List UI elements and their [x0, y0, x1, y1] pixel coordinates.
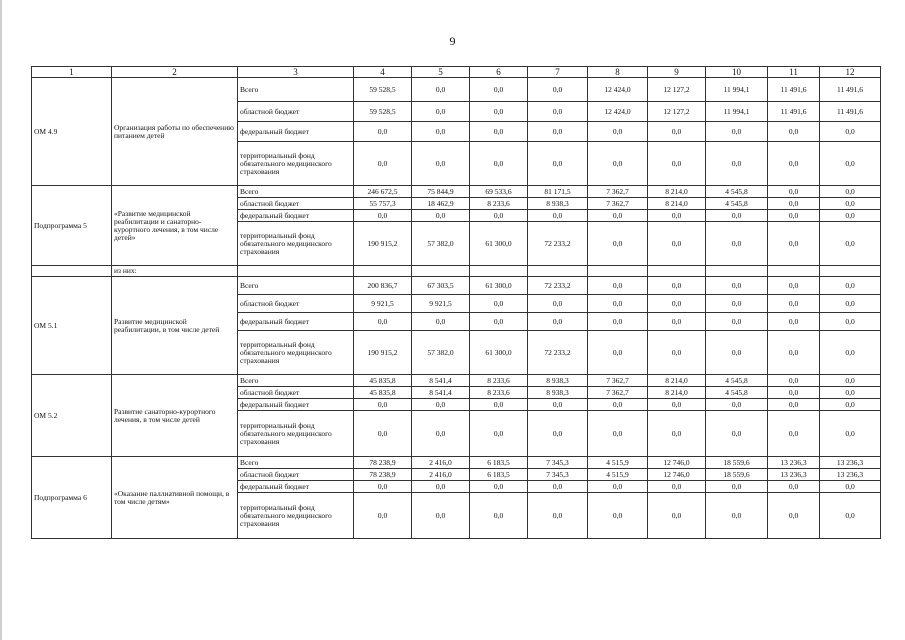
value-cell: 190 915,2 [354, 222, 412, 266]
value-cell: 0,0 [768, 375, 820, 387]
value-cell: 0,0 [648, 222, 706, 266]
value-cell: 0,0 [768, 277, 820, 295]
value-cell: 0,0 [470, 493, 528, 539]
funding-source: областной бюджет [238, 387, 354, 399]
value-cell: 0,0 [588, 277, 648, 295]
value-cell: 7 362,7 [588, 375, 648, 387]
row-name: Развитие санаторно-курортного лечения, в том числе детей [112, 375, 238, 457]
value-cell: 0,0 [528, 210, 588, 222]
value-cell: 0,0 [706, 493, 768, 539]
value-cell: 0,0 [820, 481, 881, 493]
row-name: «Оказание паллиативной помощи, в том числе детям» [112, 457, 238, 539]
value-cell: 0,0 [528, 481, 588, 493]
value-cell: 7 345,3 [528, 469, 588, 481]
value-cell: 0,0 [706, 222, 768, 266]
table-row [32, 186, 881, 198]
value-cell: 0,0 [528, 411, 588, 457]
budget-table [31, 66, 881, 539]
value-cell: 57 382,0 [412, 331, 470, 375]
value-cell: 0,0 [354, 313, 412, 331]
value-cell: 0,0 [820, 411, 881, 457]
empty-cell [706, 266, 768, 277]
table-row [32, 375, 881, 387]
value-cell: 0,0 [412, 399, 470, 411]
value-cell: 61 300,0 [470, 277, 528, 295]
value-cell: 4 515,9 [588, 457, 648, 469]
funding-source: Всего [238, 78, 354, 102]
row-name: «Развитие медицинской реабилитации и санаторно-курортного лечения, в том числе детей» [112, 186, 238, 266]
value-cell: 9 921,5 [412, 295, 470, 313]
funding-source: Всего [238, 457, 354, 469]
value-cell: 0,0 [768, 387, 820, 399]
value-cell: 0,0 [412, 142, 470, 186]
value-cell: 0,0 [768, 142, 820, 186]
header-cell: 5 [412, 67, 470, 78]
value-cell: 18 559,6 [706, 457, 768, 469]
value-cell: 0,0 [768, 198, 820, 210]
value-cell: 0,0 [706, 277, 768, 295]
value-cell: 78 238,9 [354, 469, 412, 481]
value-cell: 13 236,3 [820, 469, 881, 481]
value-cell: 8 214,0 [648, 387, 706, 399]
value-cell: 55 757,3 [354, 198, 412, 210]
value-cell: 0,0 [768, 295, 820, 313]
value-cell: 0,0 [648, 122, 706, 142]
value-cell: 8 233,6 [470, 198, 528, 210]
empty-cell [648, 266, 706, 277]
value-cell: 0,0 [412, 493, 470, 539]
value-cell: 0,0 [768, 210, 820, 222]
value-cell: 0,0 [820, 313, 881, 331]
value-cell: 0,0 [470, 210, 528, 222]
value-cell: 61 300,0 [470, 331, 528, 375]
value-cell: 0,0 [820, 295, 881, 313]
value-cell: 0,0 [706, 331, 768, 375]
value-cell: 0,0 [768, 122, 820, 142]
value-cell: 18 559,6 [706, 469, 768, 481]
value-cell: 0,0 [820, 277, 881, 295]
funding-source: областной бюджет [238, 102, 354, 122]
value-cell: 0,0 [588, 411, 648, 457]
value-cell: 0,0 [528, 295, 588, 313]
value-cell: 0,0 [820, 375, 881, 387]
subhead-label: из них: [112, 266, 238, 277]
value-cell: 7 362,7 [588, 198, 648, 210]
value-cell: 190 915,2 [354, 331, 412, 375]
value-cell: 13 236,3 [820, 457, 881, 469]
value-cell: 57 382,0 [412, 222, 470, 266]
value-cell: 0,0 [820, 493, 881, 539]
header-cell: 12 [820, 67, 881, 78]
value-cell: 13 236,3 [768, 469, 820, 481]
empty-cell [238, 266, 354, 277]
value-cell: 0,0 [588, 142, 648, 186]
subhead-row [32, 266, 881, 277]
value-cell: 11 994,1 [706, 102, 768, 122]
empty-cell [470, 266, 528, 277]
value-cell: 8 233,6 [470, 387, 528, 399]
value-cell: 0,0 [588, 295, 648, 313]
value-cell: 0,0 [412, 481, 470, 493]
funding-source: федеральный бюджет [238, 481, 354, 493]
value-cell: 0,0 [588, 313, 648, 331]
value-cell: 0,0 [706, 295, 768, 313]
row-code: Подпрограмма 6 [32, 457, 112, 539]
header-cell: 9 [648, 67, 706, 78]
empty-cell [354, 266, 412, 277]
row-code: Подпрограмма 5 [32, 186, 112, 266]
header-cell: 11 [768, 67, 820, 78]
value-cell: 81 171,5 [528, 186, 588, 198]
value-cell: 0,0 [412, 313, 470, 331]
value-cell: 0,0 [470, 78, 528, 102]
value-cell: 0,0 [528, 78, 588, 102]
value-cell: 61 300,0 [470, 222, 528, 266]
value-cell: 12 424,0 [588, 78, 648, 102]
value-cell: 0,0 [706, 122, 768, 142]
funding-source: Всего [238, 375, 354, 387]
value-cell: 0,0 [820, 186, 881, 198]
funding-source: территориальный фонд обязательного медицинского страхования [238, 222, 354, 266]
value-cell: 246 672,5 [354, 186, 412, 198]
page-left-edge [0, 0, 2, 640]
value-cell: 4 545,8 [706, 387, 768, 399]
value-cell: 0,0 [354, 210, 412, 222]
row-name: Развитие медицинской реабилитации, в том числе детей [112, 277, 238, 375]
value-cell: 0,0 [588, 399, 648, 411]
header-cell: 2 [112, 67, 238, 78]
value-cell: 200 836,7 [354, 277, 412, 295]
value-cell: 0,0 [528, 313, 588, 331]
value-cell: 0,0 [768, 186, 820, 198]
value-cell: 0,0 [470, 313, 528, 331]
value-cell: 8 541,4 [412, 375, 470, 387]
value-cell: 0,0 [588, 493, 648, 539]
value-cell: 0,0 [820, 331, 881, 375]
value-cell: 0,0 [768, 331, 820, 375]
value-cell: 72 233,2 [528, 222, 588, 266]
value-cell: 0,0 [706, 411, 768, 457]
value-cell: 0,0 [706, 313, 768, 331]
empty-cell [412, 266, 470, 277]
value-cell: 0,0 [820, 210, 881, 222]
value-cell: 11 491,6 [820, 102, 881, 122]
row-code: ОМ 4.9 [32, 78, 112, 186]
value-cell: 75 844,9 [412, 186, 470, 198]
empty-cell [768, 266, 820, 277]
value-cell: 12 127,2 [648, 102, 706, 122]
value-cell: 0,0 [648, 399, 706, 411]
funding-source: территориальный фонд обязательного медицинского страхования [238, 142, 354, 186]
value-cell: 0,0 [768, 481, 820, 493]
value-cell: 0,0 [648, 411, 706, 457]
value-cell: 11 994,1 [706, 78, 768, 102]
header-cell: 7 [528, 67, 588, 78]
value-cell: 0,0 [820, 122, 881, 142]
funding-source: областной бюджет [238, 469, 354, 481]
value-cell: 0,0 [768, 313, 820, 331]
value-cell: 0,0 [706, 142, 768, 186]
value-cell: 0,0 [820, 142, 881, 186]
value-cell: 0,0 [820, 198, 881, 210]
funding-source: федеральный бюджет [238, 399, 354, 411]
value-cell: 13 236,3 [768, 457, 820, 469]
table-row [32, 78, 881, 102]
value-cell: 0,0 [588, 210, 648, 222]
value-cell: 67 303,5 [412, 277, 470, 295]
value-cell: 0,0 [470, 102, 528, 122]
value-cell: 11 491,6 [768, 102, 820, 122]
value-cell: 0,0 [470, 122, 528, 142]
value-cell: 6 183,5 [470, 457, 528, 469]
value-cell: 7 345,3 [528, 457, 588, 469]
value-cell: 0,0 [648, 331, 706, 375]
value-cell: 0,0 [588, 122, 648, 142]
header-cell: 10 [706, 67, 768, 78]
value-cell: 7 362,7 [588, 387, 648, 399]
value-cell: 8 541,4 [412, 387, 470, 399]
value-cell: 0,0 [470, 142, 528, 186]
value-cell: 11 491,6 [768, 78, 820, 102]
value-cell: 0,0 [768, 493, 820, 539]
value-cell: 0,0 [820, 222, 881, 266]
value-cell: 4 515,9 [588, 469, 648, 481]
value-cell: 0,0 [412, 78, 470, 102]
value-cell: 8 214,0 [648, 186, 706, 198]
value-cell: 8 214,0 [648, 198, 706, 210]
value-cell: 0,0 [706, 399, 768, 411]
value-cell: 12 746,0 [648, 469, 706, 481]
value-cell: 0,0 [354, 411, 412, 457]
funding-source: территориальный фонд обязательного медицинского страхования [238, 493, 354, 539]
value-cell: 0,0 [412, 210, 470, 222]
value-cell: 12 127,2 [648, 78, 706, 102]
table-row [32, 457, 881, 469]
value-cell: 0,0 [470, 411, 528, 457]
value-cell: 4 545,8 [706, 186, 768, 198]
value-cell: 12 424,0 [588, 102, 648, 122]
value-cell: 0,0 [648, 493, 706, 539]
header-cell: 1 [32, 67, 112, 78]
value-cell: 45 835,8 [354, 387, 412, 399]
value-cell: 18 462,9 [412, 198, 470, 210]
value-cell: 0,0 [768, 411, 820, 457]
value-cell: 0,0 [528, 399, 588, 411]
header-cell: 6 [470, 67, 528, 78]
value-cell: 0,0 [354, 493, 412, 539]
header-cell: 8 [588, 67, 648, 78]
value-cell: 0,0 [528, 122, 588, 142]
value-cell: 9 921,5 [354, 295, 412, 313]
funding-source: Всего [238, 277, 354, 295]
empty-cell [820, 266, 881, 277]
value-cell: 0,0 [412, 411, 470, 457]
empty-cell [32, 266, 112, 277]
funding-source: территориальный фонд обязательного медицинского страхования [238, 331, 354, 375]
value-cell: 0,0 [412, 102, 470, 122]
value-cell: 0,0 [648, 295, 706, 313]
value-cell: 69 533,6 [470, 186, 528, 198]
funding-source: федеральный бюджет [238, 210, 354, 222]
value-cell: 0,0 [820, 399, 881, 411]
value-cell: 78 238,9 [354, 457, 412, 469]
value-cell: 0,0 [470, 481, 528, 493]
value-cell: 0,0 [588, 481, 648, 493]
value-cell: 0,0 [412, 122, 470, 142]
value-cell: 8 214,0 [648, 375, 706, 387]
value-cell: 2 416,0 [412, 469, 470, 481]
value-cell: 0,0 [354, 122, 412, 142]
value-cell: 0,0 [354, 481, 412, 493]
funding-source: областной бюджет [238, 198, 354, 210]
funding-source: Всего [238, 186, 354, 198]
value-cell: 8 233,6 [470, 375, 528, 387]
value-cell: 0,0 [648, 142, 706, 186]
value-cell: 7 362,7 [588, 186, 648, 198]
value-cell: 6 183,5 [470, 469, 528, 481]
funding-source: территориальный фонд обязательного медицинского страхования [238, 411, 354, 457]
value-cell: 0,0 [470, 295, 528, 313]
empty-cell [588, 266, 648, 277]
value-cell: 0,0 [820, 387, 881, 399]
table-row [32, 277, 881, 295]
value-cell: 0,0 [588, 331, 648, 375]
value-cell: 0,0 [706, 210, 768, 222]
value-cell: 0,0 [648, 277, 706, 295]
value-cell: 59 528,5 [354, 78, 412, 102]
value-cell: 0,0 [648, 210, 706, 222]
value-cell: 8 938,3 [528, 375, 588, 387]
value-cell: 8 938,3 [528, 387, 588, 399]
header-cell: 3 [238, 67, 354, 78]
value-cell: 0,0 [528, 102, 588, 122]
value-cell: 0,0 [528, 493, 588, 539]
value-cell: 0,0 [588, 222, 648, 266]
value-cell: 8 938,3 [528, 198, 588, 210]
value-cell: 4 545,8 [706, 375, 768, 387]
page-number: 9 [449, 34, 456, 48]
funding-source: федеральный бюджет [238, 313, 354, 331]
value-cell: 2 416,0 [412, 457, 470, 469]
value-cell: 11 491,6 [820, 78, 881, 102]
value-cell: 4 545,8 [706, 198, 768, 210]
header-row [32, 67, 881, 78]
value-cell: 45 835,8 [354, 375, 412, 387]
value-cell: 72 233,2 [528, 277, 588, 295]
value-cell: 0,0 [354, 142, 412, 186]
row-code: ОМ 5.2 [32, 375, 112, 457]
value-cell: 0,0 [470, 399, 528, 411]
funding-source: федеральный бюджет [238, 122, 354, 142]
row-name: Организация работы по обеспечению питанием детей [112, 78, 238, 186]
value-cell: 0,0 [528, 142, 588, 186]
value-cell: 0,0 [648, 313, 706, 331]
row-code: ОМ 5.1 [32, 277, 112, 375]
value-cell: 0,0 [706, 481, 768, 493]
value-cell: 0,0 [768, 399, 820, 411]
empty-cell [528, 266, 588, 277]
value-cell: 72 233,2 [528, 331, 588, 375]
value-cell: 59 528,5 [354, 102, 412, 122]
value-cell: 0,0 [768, 222, 820, 266]
value-cell: 12 746,0 [648, 457, 706, 469]
header-cell: 4 [354, 67, 412, 78]
value-cell: 0,0 [354, 399, 412, 411]
value-cell: 0,0 [648, 481, 706, 493]
funding-source: областной бюджет [238, 295, 354, 313]
